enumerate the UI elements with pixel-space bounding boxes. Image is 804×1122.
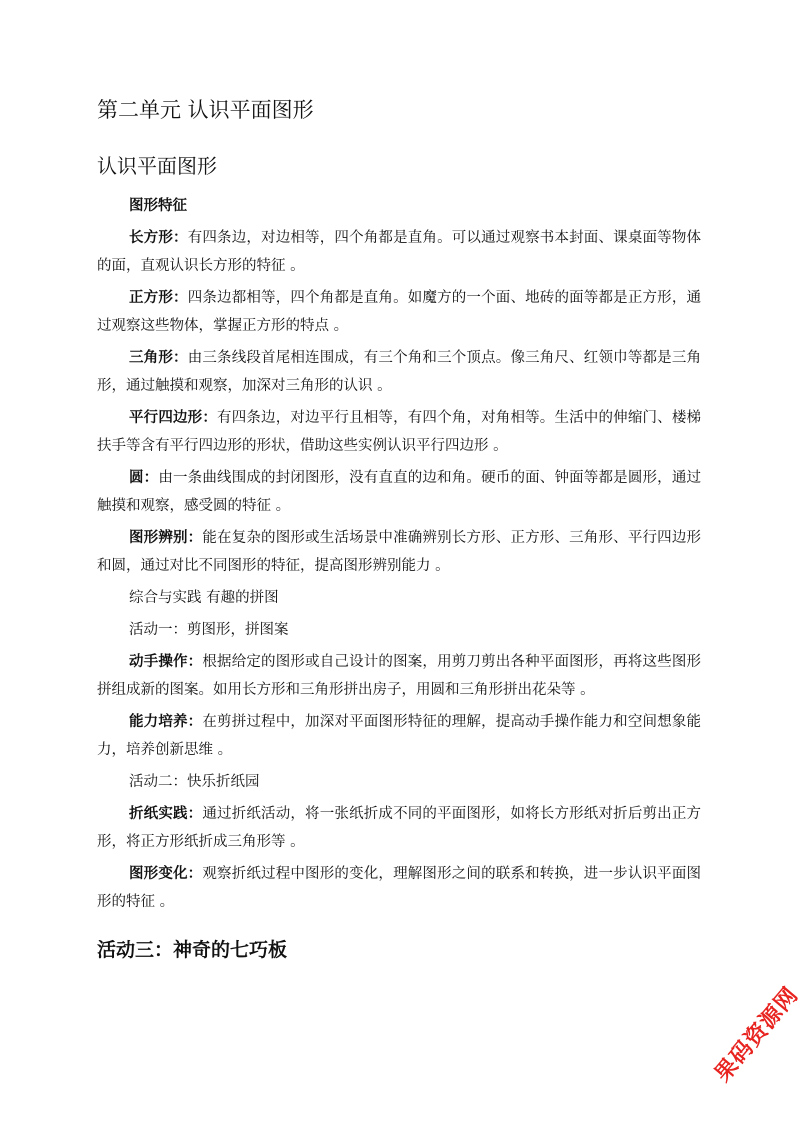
term: 三角形： xyxy=(129,350,188,366)
shape-paragraph-triangle xyxy=(97,344,701,400)
document-content xyxy=(97,94,701,976)
shape-paragraph-rectangle xyxy=(97,224,701,280)
description: 通过折纸活动，将一张纸折成不同的平面图形，如将长方形纸对折后剪出正方形，将正方形纸折成三角形等 。 xyxy=(97,806,702,850)
description: 能在复杂的图形或生活场景中准确辨别长方形、正方形、三角形、平行四边形和圆，通过对比不同图形的特征，提高图形辨别能力 。 xyxy=(97,530,702,574)
description: 有四条边，对边平行且相等，有四个角，对角相等。生活中的伸缩门、楼梯扶手等含有平行四边形的形状，借助这些实例认识平行四边形 。 xyxy=(97,410,702,454)
description: 由一条曲线围成的封闭图形，没有直直的边和角。硬币的面、钟面等都是圆形，通过触摸和观察，感受圆的特征 。 xyxy=(97,470,701,514)
practice-title: 综合与实践 有趣的拼图 xyxy=(129,590,279,606)
activity2-paragraph-change xyxy=(97,860,701,916)
term: 图形辨别： xyxy=(129,530,203,546)
shape-paragraph-identification xyxy=(97,524,701,580)
description: 由三条线段首尾相连围成，有三个角和三个顶点。像三角尺、红领巾等都是三角形，通过触摸和观察，加深对三角形的认识 。 xyxy=(97,350,702,394)
activity1-title: 活动一：剪图形，拼图案 xyxy=(129,622,289,638)
shape-paragraph-square xyxy=(97,284,701,340)
section-title: 认识平面图形 xyxy=(97,154,217,178)
page-title: 第二单元 认识平面图形 xyxy=(97,98,314,122)
subsection-title: 图形特征 xyxy=(129,198,187,214)
term: 圆： xyxy=(129,470,159,486)
watermark-logo: 果码资源网 xyxy=(710,982,804,1087)
description: 四条边都相等，四个角都是直角。如魔方的一个面、地砖的面等都是正方形，通过观察这些物体，掌握正方形的特点 。 xyxy=(97,290,702,334)
activity1-paragraph-ability xyxy=(97,708,701,764)
term: 动手操作： xyxy=(129,654,203,670)
shape-paragraph-parallelogram xyxy=(97,404,701,460)
term: 长方形： xyxy=(129,230,188,246)
term: 图形变化： xyxy=(129,866,203,882)
description: 根据给定的图形或自己设计的图案，用剪刀剪出各种平面图形，再将这些图形拼组成新的图案。如用长方形和三角形拼出房子，用圆和三角形拼出花朵等 。 xyxy=(97,654,702,698)
activity3-title: 活动三：神奇的七巧板 xyxy=(97,939,288,961)
term: 平行四边形： xyxy=(129,410,218,426)
description: 观察折纸过程中图形的变化，理解图形之间的联系和转换，进一步认识平面图形的特征 。 xyxy=(97,866,702,910)
activity2-title: 活动二：快乐折纸园 xyxy=(129,774,260,790)
description: 在剪拼过程中，加深对平面图形特征的理解，提高动手操作能力和空间想象能力，培养创新思维 。 xyxy=(97,714,702,758)
term: 折纸实践： xyxy=(129,806,203,822)
description: 有四条边，对边相等，四个角都是直角。可以通过观察书本封面、课桌面等物体的面，直观认识长方形的特征 。 xyxy=(97,230,702,274)
term: 正方形： xyxy=(129,290,188,306)
activity1-paragraph-operation xyxy=(97,648,701,704)
activity2-paragraph-folding xyxy=(97,800,701,856)
shape-paragraph-circle xyxy=(97,464,701,520)
term: 能力培养： xyxy=(129,714,203,730)
